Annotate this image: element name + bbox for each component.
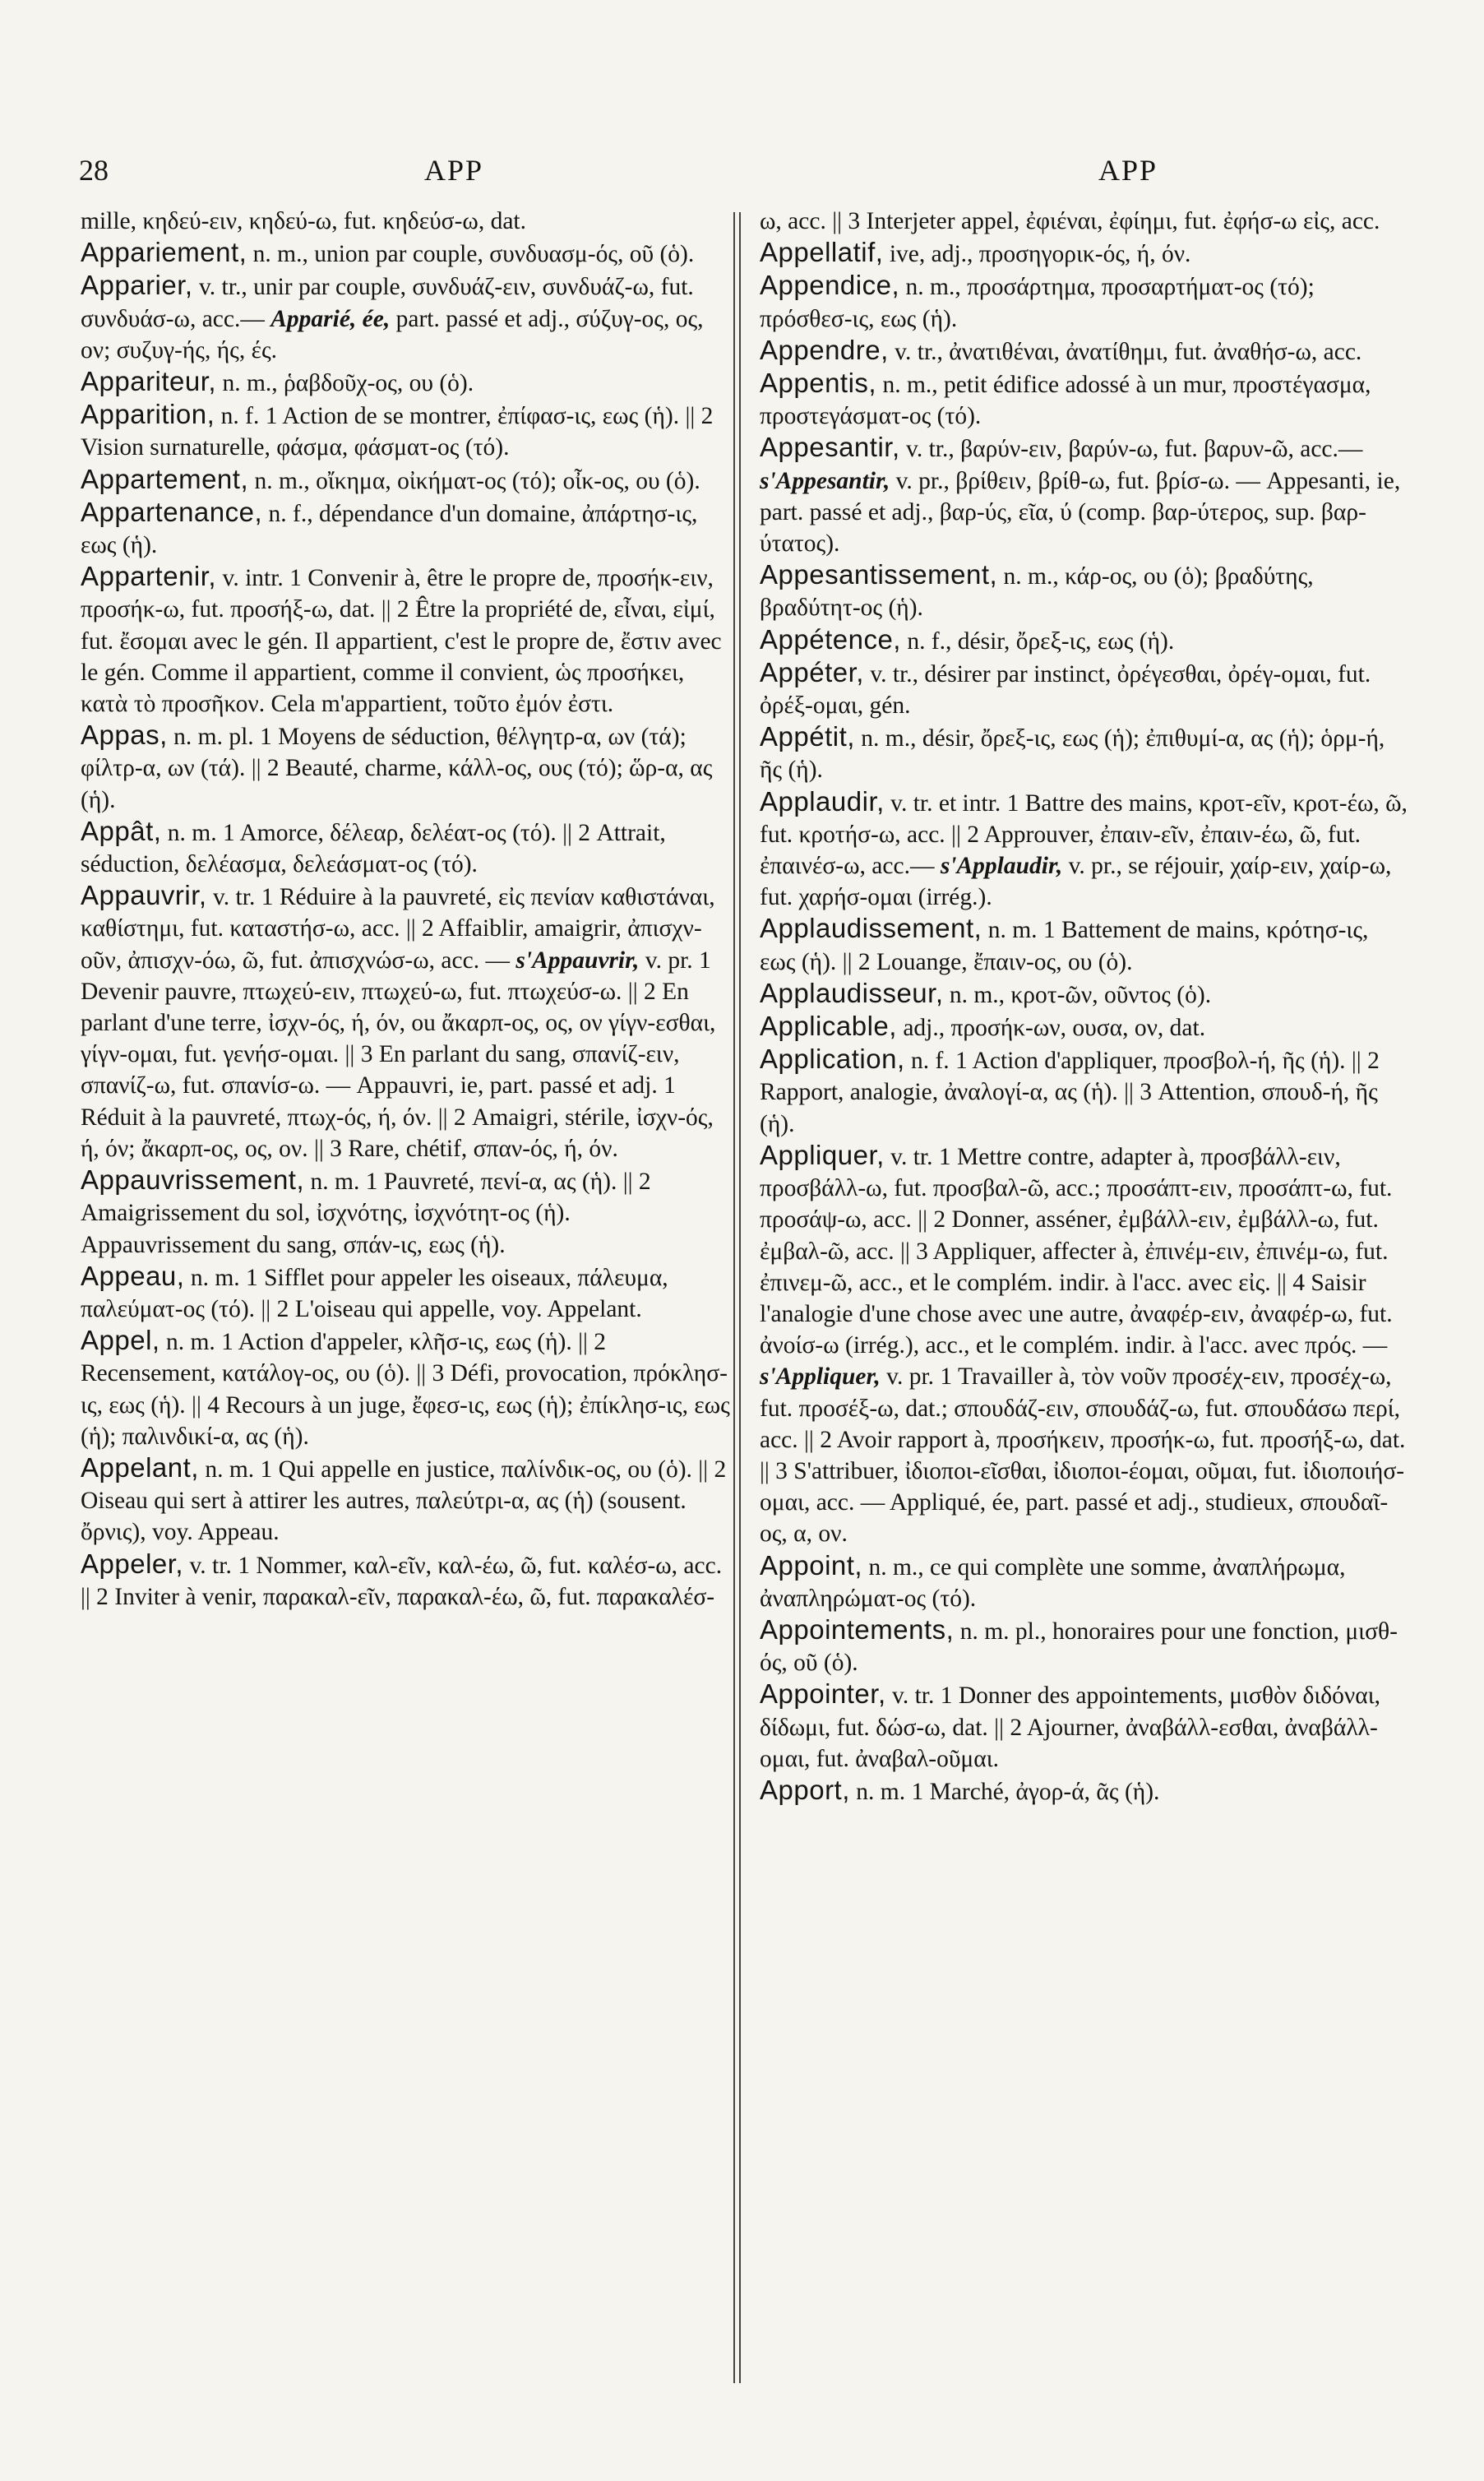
- entry-definition: n. f. 1 Action de se montrer, ἐπίφασ-ις, εως (ἡ). || 2 Vision surnaturelle, φάσμα, φάσματ-ος (τό).: [81, 403, 714, 461]
- entry-definition: n. m., désir, ὄρεξ-ις, εως (ἡ); ἐπιθυμί-α, ας (ἡ); ὁρμ-ή, ῆς (ἡ).: [760, 725, 1385, 784]
- entry-headword: Appendre,: [760, 334, 889, 365]
- entry-headword: Appartenance,: [81, 496, 263, 527]
- column-divider: [733, 212, 741, 2383]
- entry-headword: Apport,: [760, 1774, 850, 1805]
- entry-headword: Applaudisseur,: [760, 977, 944, 1008]
- entry-subheadword: s'Applaudir,: [940, 853, 1063, 880]
- dictionary-entry: [760, 913, 1409, 977]
- dictionary-entry: [760, 721, 1409, 785]
- dictionary-entry: [81, 464, 730, 497]
- entry-headword: Appauvrissement,: [81, 1164, 305, 1196]
- entry-definition: v. tr., unir par couple, συνδυάζ-ειν, συνδυάζ-ω, fut. συνδυάσ-ω, acc.—: [81, 274, 694, 332]
- entry-subheadword: s'Appesantir,: [760, 467, 890, 494]
- dictionary-entry: [81, 366, 730, 399]
- dictionary-entry: [81, 270, 730, 366]
- entry-definition: n. m., union par couple, συνδυασμ-ός, οῦ (ὁ).: [247, 241, 695, 268]
- dictionary-entry: [760, 1775, 1409, 1808]
- dictionary-entry: [81, 399, 730, 463]
- entry-headword: Appeau,: [81, 1260, 185, 1291]
- dictionary-entry: [760, 978, 1409, 1011]
- entry-definition: v. tr. 1 Nommer, καλ-εῖν, καλ-έω, ῶ, fut. καλέσ-ω, acc. || 2 Inviter à venir, παρακαλ-εῖν, παρακαλ-έω, ῶ, fut. παρακαλέσ-: [81, 1552, 723, 1610]
- entry-definition: v. tr. et intr. 1 Battre des mains, κροτ-εῖν, κροτ-έω, ῶ, fut. κροτήσ-ω, acc. || 2 Approuver, ἐπαιν-εῖν, ἐπαιν-έω, ῶ, fut. ἐπαινέσ-ω, acc.—: [760, 789, 1408, 880]
- entry-definition: n. m., κροτ-ῶν, οῦντος (ὁ).: [943, 981, 1212, 1008]
- entry-definition: n. m., κάρ-ος, ου (ὁ); βραδύτης, βραδύτητ-ος (ἡ).: [760, 563, 1314, 622]
- dictionary-entry: [760, 1140, 1409, 1550]
- dictionary-entry: [760, 624, 1409, 657]
- entry-definition: n. m., ce qui complète une somme, ἀναπλήρωμα, ἀναπληρώματ-ος (τό).: [760, 1553, 1346, 1612]
- left-running-head: APP: [424, 154, 484, 187]
- entry-headword: Appât,: [81, 815, 162, 846]
- dictionary-entry: [760, 657, 1409, 721]
- entry-headword: Appétit,: [760, 721, 855, 752]
- entry-headword: Appas,: [81, 720, 168, 751]
- entry-headword: Application,: [760, 1044, 905, 1075]
- right-running-head: APP: [1098, 154, 1158, 187]
- entry-definition-continued: v. pr. 1 Travailler à, τὸν νοῦν προσέχ-ειν, προσέχ-ω, fut. προσέξ-ω, dat.; σπουδάζ-ειν, σπουδάζ-ω, fut. σπουδάσω περί, acc. || 2 Avoir rapport à, προσήκειν, προσήκ-ω, fut. προσήξ-ω, dat. || 3 S'attribuer, ἰδιοποι-εῖσθαι, ἰδιοποι-έομαι, οῦμαι, fut. ἰδιοποιήσ-ομαι, acc. — Appliqué, ée, part. passé et adj., studieux, σπουδαῖ-ος, α, ον.: [760, 1363, 1406, 1548]
- entry-headword: Appeler,: [81, 1548, 184, 1579]
- entry-headword: Appelant,: [81, 1451, 199, 1483]
- dictionary-entry: [81, 1164, 730, 1261]
- entry-definition-continued: v. pr. 1 Devenir pauvre, πτωχεύ-ειν, πτωχεύ-ω, fut. πτωχεύσ-ω. || 2 En parlant d'une terre, ἰσχν-ός, ή, όν, ou ἄκαρπ-ος, ος, ον γίγν-εσθαι, γίγν-ομαι, fut. γενήσ-ομαι. || 3 En parlant du sang, σπανίζ-ειν, σπανίζ-ω, fut. σπανίσ-ω. — Appauvri, ie, part. passé et adj. 1 Réduit à la pauvreté, πτωχ-ός, ή, όν. || 2 Amaigri, stérile, ἰσχν-ός, ή, όν; ἄκαρπ-ος, ος, ον. || 3 Rare, chétif, σπαν-ός, ή, όν.: [81, 947, 716, 1162]
- entry-headword: Appointer,: [760, 1678, 886, 1710]
- dictionary-entry: [760, 206, 1409, 237]
- entry-definition: v. tr. 1 Mettre contre, adapter à, προσβάλλ-ειν, προσβάλλ-ω, fut. προσβαλ-ῶ, acc.; προσάπτ-ειν, προσάπτ-ω, fut. προσάψ-ω, acc. || 2 Donner, asséner, ἐμβάλλ-ειν, ἐμβάλλ-ω, fut. ἐμβαλ-ῶ, acc. || 3 Appliquer, affecter à, ἐπινέμ-ειν, ἐπινέμ-ω, fut. ἐπινεμ-ῶ, acc., et le complém. indir. à l'acc. avec εἰς. || 4 Saisir l'analogie d'une chose avec une autre, ἀναφέρ-ειν, ἀναφέρ-ω, fut. ἀνοίσ-ω (irrég.), acc., et le complém. indir. à l'acc. avec πρός. —: [760, 1143, 1393, 1359]
- dictionary-entry: [81, 880, 730, 1164]
- entry-headword: Appariement,: [81, 237, 247, 268]
- dictionary-entry: [760, 1550, 1409, 1614]
- entry-definition: n. f., dépendance d'un domaine, ἀπάρτησ-ις, εως (ἡ).: [81, 500, 698, 559]
- entry-definition: n. m. 1 Marché, ἀγορ-ά, ᾶς (ἡ).: [849, 1778, 1160, 1805]
- dictionary-entry: [81, 1452, 730, 1548]
- entry-definition: v. tr. 1 Réduire à la pauvreté, εἰς πενίαν καθιστάναι, καθίστημι, fut. καταστήσ-ω, acc. || 2 Affaiblir, amaigrir, ἀπισχν-οῦν, ἀπισχν-όω, ῶ, fut. ἀπισχνώσ-ω, acc. —: [81, 884, 715, 974]
- entry-definition: ω, acc. || 3 Interjeter appel, ἐφιέναι, ἐφίημι, fut. ἐφήσ-ω εἰς, acc.: [760, 208, 1380, 234]
- entry-headword: Appéter,: [760, 656, 864, 687]
- entry-definition: n. m. 1 Sifflet pour appeler les oiseaux, πάλευμα, παλεύματ-ος (τό). || 2 L'oiseau qui appelle, voy. Appelant.: [81, 1264, 668, 1322]
- dictionary-entry: [81, 816, 730, 880]
- dictionary-entry: [760, 559, 1409, 623]
- entry-definition: ive, adj., προσηγορικ-ός, ή, όν.: [883, 241, 1191, 268]
- entry-headword: Apparition,: [81, 399, 215, 430]
- entry-headword: Appesantir,: [760, 432, 900, 463]
- entry-definition: n. f., désir, ὄρεξ-ις, εως (ἡ).: [900, 627, 1175, 655]
- entry-definition-continued: v. pr., se réjouir, χαίρ-ειν, χαίρ-ω, fut. χαρήσ-ομαι (irrég.).: [760, 853, 1392, 911]
- entry-headword: Appel,: [81, 1325, 160, 1356]
- dictionary-entry: [760, 368, 1409, 432]
- dictionary-entry: [81, 1548, 730, 1613]
- entry-subheadword: s'Appliquer,: [760, 1363, 881, 1391]
- dictionary-entry: [760, 432, 1409, 559]
- entry-definition: n. f. 1 Action d'appliquer, προσβολ-ή, ῆς (ἡ). || 2 Rapport, analogie, ἀναλογί-α, ας (ἡ). || 3 Attention, σπουδ-ή, ῆς (ἡ).: [760, 1048, 1380, 1137]
- entry-definition-continued: part. passé et adj., σύζυγ-ος, ος, ον; συζυγ-ής, ής, ές.: [81, 305, 704, 363]
- dictionary-entry: [81, 206, 730, 237]
- entry-headword: Appauvrir,: [81, 880, 207, 911]
- entry-headword: Appartement,: [81, 463, 249, 494]
- entry-headword: Appellatif,: [760, 237, 884, 268]
- dictionary-entry: [81, 1325, 730, 1452]
- entry-headword: Appentis,: [760, 368, 877, 399]
- entry-headword: Apparier,: [81, 270, 193, 301]
- entry-headword: Appariteur,: [81, 366, 217, 397]
- entry-headword: Appliquer,: [760, 1139, 885, 1170]
- entry-definition: v. tr., désirer par instinct, ὀρέγεσθαι, ὀρέγ-ομαι, fut. ὀρέξ-ομαι, gén.: [760, 660, 1371, 720]
- entry-definition: adj., προσήκ-ων, ουσα, ον, dat.: [896, 1015, 1206, 1042]
- dictionary-entry: [760, 335, 1409, 368]
- entry-headword: Appendice,: [760, 270, 900, 301]
- entry-headword: Appoint,: [760, 1549, 863, 1581]
- entry-headword: Appartenir,: [81, 561, 217, 592]
- dictionary-entry: [81, 720, 730, 816]
- dictionary-entry: [760, 270, 1409, 334]
- dictionary-entry: [760, 786, 1409, 914]
- entry-headword: Applaudissement,: [760, 913, 982, 944]
- entry-headword: Appointements,: [760, 1613, 955, 1645]
- dictionary-entry: [760, 237, 1409, 270]
- entry-headword: Applaudir,: [760, 785, 885, 817]
- entry-definition: n. m., οἴκημα, οἰκήματ-ος (τό); οἶκ-ος, ου (ὁ).: [248, 467, 700, 494]
- entry-headword: Applicable,: [760, 1011, 897, 1042]
- entry-definition: n. m. 1 Amorce, δέλεαρ, δελέατ-ος (τό). || 2 Attrait, séduction, δελέασμα, δελεάσματ-ος (τό).: [81, 819, 666, 878]
- entry-subheadword: s'Appauvrir,: [515, 947, 640, 974]
- left-column: [81, 206, 730, 1613]
- entry-definition: v. tr. 1 Donner des appointements, μισθὸν διδόναι, δίδωμι, fut. δώσ-ω, dat. || 2 Ajourner, ἀναβάλλ-εσθαι, ἀναβάλλ-ομαι, fut. ἀναβαλ-οῦμαι.: [760, 1683, 1381, 1772]
- dictionary-entry: [760, 1011, 1409, 1044]
- entry-headword: Appétence,: [760, 623, 901, 655]
- entry-definition: v. tr., βαρύν-ειν, βαρύν-ω, fut. βαρυν-ῶ, acc.—: [899, 436, 1363, 463]
- entry-definition: n. m., προσάρτημα, προσαρτήματ-ος (τό); πρόσθεσ-ις, εως (ἡ).: [760, 274, 1315, 332]
- dictionary-entry: [760, 1678, 1409, 1775]
- entry-definition: v. intr. 1 Convenir à, être le propre de, προσήκ-ειν, προσήκ-ω, fut. προσήξ-ω, dat. || 2 Être la propriété de, εἶναι, εἰμί, fut. ἔσομαι avec le gén. Il appartient, c'est le propre de, ἔστιν avec le gén. Comme il appartient, comme il convient, ὡς προσήκει, κατὰ τὸ προσῆκον. Cela m'appartient, τοῦτο ἐμόν ἐστι.: [81, 565, 722, 718]
- entry-definition: n. m. 1 Action d'appeler, κλῆσ-ις, εως (ἡ). || 2 Recensement, κατάλογ-ος, ου (ὁ). || 3 Défi, provocation, πρόκλησ-ις, εως (ἡ). || 4 Recours à un juge, ἔφεσ-ις, εως (ἡ); ἐπίκλησ-ις, εως (ἡ); παλινδικί-α, ας (ἡ).: [81, 1329, 730, 1450]
- entry-headword: Appesantissement,: [760, 559, 998, 590]
- entry-definition: n. m. 1 Pauvreté, πενί-α, ας (ἡ). || 2 Amaigrissement du sol, ἰσχνότης, ἰσχνότητ-ος (ἡ). Appauvrissement du sang, σπάν-ις, εως (ἡ).: [81, 1169, 651, 1258]
- entry-definition: n. m., ῥαβδοῦχ-ος, ου (ὁ).: [216, 370, 474, 397]
- dictionary-entry: [760, 1044, 1409, 1140]
- dictionary-entry: [81, 497, 730, 561]
- entry-definition: n. m. 1 Qui appelle en justice, παλίνδικ-ος, ου (ὁ). || 2 Oiseau qui sert à attirer les autres, παλεύτρι-α, ας (ἡ) (sousent. ὄρνις), voy. Appeau.: [81, 1456, 727, 1546]
- dictionary-entry: [81, 237, 730, 270]
- running-header: [79, 153, 1383, 196]
- right-column: [760, 206, 1409, 1808]
- dictionary-entry: [81, 561, 730, 720]
- entry-definition: mille, κηδεύ-ειν, κηδεύ-ω, fut. κηδεύσ-ω, dat.: [81, 208, 526, 234]
- dictionary-entry: [760, 1614, 1409, 1678]
- entry-subheadword: Apparié, ée,: [270, 305, 391, 332]
- page-number: 28: [79, 154, 109, 187]
- entry-definition: n. m. pl., honoraires pour une fonction, μισθ-ός, οῦ (ὁ).: [760, 1618, 1398, 1677]
- entry-definition: n. m. pl. 1 Moyens de séduction, θέλγητρ-α, ων (τά); φίλτρ-α, ων (τά). || 2 Beauté, charme, κάλλ-ος, ους (τό); ὥρ-α, ας (ἡ).: [81, 724, 713, 813]
- entry-definition: n. m., petit édifice adossé à un mur, προστέγασμα, προστεγάσματ-ος (τό).: [760, 372, 1371, 430]
- dictionary-entry: [81, 1261, 730, 1325]
- entry-definition-continued: v. pr., βρίθειν, βρίθ-ω, fut. βρίσ-ω. — Appesanti, ie, part. passé et adj., βαρ-ύς, εῖα, ύ (comp. βαρ-ύτερος, sup. βαρ-ύτατος).: [760, 467, 1401, 558]
- entry-definition: n. m. 1 Battement de mains, κρότησ-ις, εως (ἡ). || 2 Louange, ἔπαιν-ος, ου (ὁ).: [760, 917, 1369, 975]
- entry-definition: v. tr., ἀνατιθέναι, ἀνατίθημι, fut. ἀναθήσ-ω, acc.: [888, 338, 1362, 365]
